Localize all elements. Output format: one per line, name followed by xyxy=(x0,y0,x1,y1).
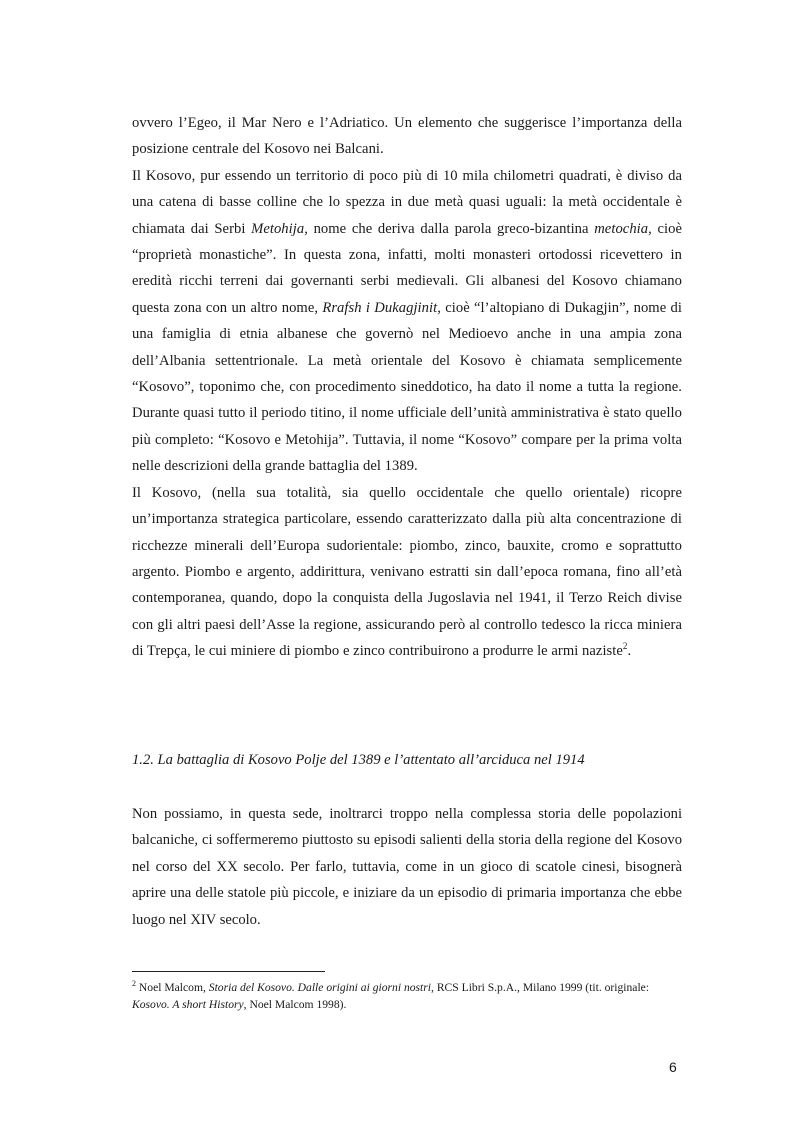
paragraph-1 xyxy=(132,110,682,163)
footnote xyxy=(132,979,687,1013)
body-text-after-heading xyxy=(132,801,682,933)
footnote-reference[interactable]: 2 xyxy=(622,641,628,652)
term-metohija: Metohija xyxy=(251,220,305,237)
footnote-original-title: Kosovo. A short History xyxy=(132,998,244,1011)
paragraph-2-text-b: , nome che deriva dalla parola greco-bizantina xyxy=(304,220,595,237)
footnote-separator xyxy=(132,971,325,972)
body-text xyxy=(132,110,682,665)
section-heading: 1.2. La battaglia di Kosovo Polje del 1389 e l’attentato all’arciduca nel 1914 xyxy=(132,752,585,768)
paragraph-3-text: Il Kosovo, (nella sua totalità, sia quello occidentale che quello orientale) ricopre un’importanza strategica particolare, essendo caratterizzato dalla più alta concentrazione di ricchezze minerali dell’Europa sudorientale: piombo, zinco, bauxite, cromo e soprattutto argento. Piombo e argento, addirittura, venivano estratti sin dall’epoca romana, fino all’età contemporanea, quando, dopo la conquista della Jugoslavia nel 1941, il Terzo Reich divise con gli altri paesi dell’Asse la regione, assicurando però al controllo tedesco la ricca miniera di Trepça, le cui miniere di piombo e zinco contribuirono a produrre le armi naziste xyxy=(132,484,682,660)
page-number: 6 xyxy=(669,1059,677,1075)
paragraph-2-text-c: , cioè “proprietà monastiche”. In questa zona, infatti, molti monasteri ortodossi ricevettero in eredità ricchi terreni dai governanti serbi medievali. Gli albanesi del Kosovo chiamano questa zona con un altro nome, xyxy=(132,220,682,316)
term-rrafsh: Rrafsh i Dukagjinit xyxy=(322,299,438,316)
paragraph-3-end: . xyxy=(627,643,632,660)
term-metochia: metochia xyxy=(594,220,649,237)
footnote-title: Storia del Kosovo. Dalle origini ai giorni nostri xyxy=(208,981,432,994)
paragraph-1-text: ovvero l’Egeo, il Mar Nero e l’Adriatico. Un elemento che suggerisce l’importanza della posizione centrale del Kosovo nei Balcani. xyxy=(132,115,682,158)
footnote-mark: 2 xyxy=(132,979,136,989)
footnote-text-b: , RCS Libri S.p.A., Milano 1999 (tit. originale: xyxy=(431,981,650,994)
paragraph-2 xyxy=(132,163,682,480)
paragraph-3 xyxy=(132,480,682,665)
paragraph-4: Non possiamo, in questa sede, inoltrarci troppo nella complessa storia delle popolazioni balcaniche, ci soffermeremo piuttosto su episodi salienti della storia della regione del Kosovo nel corso del XX secolo. Per farlo, tuttavia, come in un gioco di scatole cinesi, bisognerà aprire una delle statole più piccole, e iniziare da un episodio di primaria importanza che ebbe luogo nel XIV secolo. xyxy=(132,806,682,928)
paragraph-2-text-a: Il Kosovo, pur essendo un territorio di poco più di 10 mila chilometri quadrati, è diviso da una catena di basse colline che lo spezza in due metà quasi uguali: la metà occidentale è chiamata dai Serbi xyxy=(132,167,682,237)
footnote-text-c: , Noel Malcom 1998). xyxy=(243,998,347,1011)
footnote-text-a: Noel Malcom, xyxy=(136,981,209,994)
paragraph-2-text-d: , cioè “l’altopiano di Dukagjin”, nome di una famiglia di etnia albanese che governò nel Medioevo anche in una ampia zona dell’Albania settentrionale. La metà orientale del Kosovo è chiamata semplicemente “Kosovo”, toponimo che, con procedimento sineddotico, ha dato il nome a tutta la regione. Durante quasi tutto il periodo titino, il nome ufficiale dell’unità amministrativa è stato quello più completo: “Kosovo e Metohija”. Tuttavia, il nome “Kosovo” compare per la prima volta nelle descrizioni della grande battaglia del 1389. xyxy=(132,299,682,475)
